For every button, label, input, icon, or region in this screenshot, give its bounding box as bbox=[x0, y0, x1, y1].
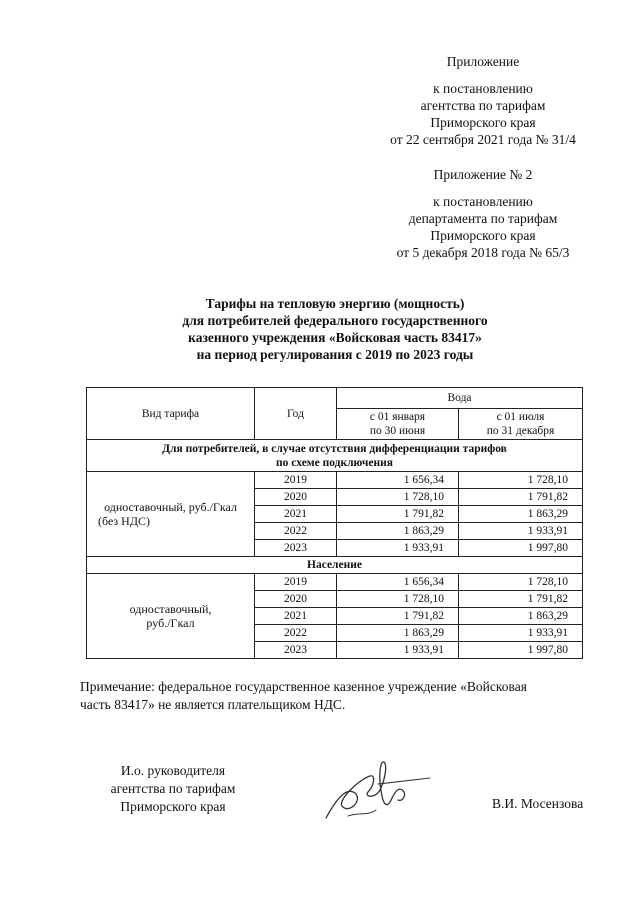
title-line: Тарифы на тепловую энергию (мощность) bbox=[205, 296, 465, 311]
header-period-2-to: по 31 декабря bbox=[486, 425, 555, 437]
section-2-type-line: руб./Гкал bbox=[146, 616, 195, 630]
title-line: для потребителей федерального государственного bbox=[182, 313, 488, 328]
signatory-name: В.И. Мосензова bbox=[492, 796, 584, 811]
header-period-2-from: с 01 июля bbox=[496, 411, 545, 423]
appendix-2-line: от 5 декабря 2018 года № 65/3 bbox=[396, 245, 570, 260]
period-2-value: 1 997,80 bbox=[459, 642, 583, 659]
document-title bbox=[100, 295, 570, 363]
year-cell: 2023 bbox=[255, 642, 337, 659]
title-line: казенного учреждения «Войсковая часть 83417» bbox=[188, 330, 482, 345]
section-1-tariff-type bbox=[87, 472, 255, 557]
appendix-1-line: от 22 сентября 2021 года № 31/4 bbox=[390, 132, 576, 147]
period-2-value: 1 997,80 bbox=[459, 540, 583, 557]
signatory-line: агентства по тарифам bbox=[110, 781, 236, 796]
header-period-1-from: с 01 января bbox=[369, 411, 426, 423]
appendix-1-line: к постановлению bbox=[433, 81, 533, 96]
year-cell: 2022 bbox=[255, 625, 337, 642]
appendix-header-2 bbox=[358, 166, 608, 261]
section-2-title: Население bbox=[87, 557, 583, 574]
year-cell: 2020 bbox=[255, 489, 337, 506]
signatory-line: Приморского края bbox=[120, 799, 226, 814]
year-cell: 2019 bbox=[255, 574, 337, 591]
appendix-2-line: Приморского края bbox=[430, 228, 536, 243]
section-2-tariff-type bbox=[87, 574, 255, 659]
appendix-2-heading: Приложение № 2 bbox=[433, 167, 533, 182]
appendix-header-1 bbox=[358, 53, 608, 148]
signatory-position bbox=[88, 762, 258, 816]
year-cell: 2022 bbox=[255, 523, 337, 540]
title-line: на период регулирования с 2019 по 2023 годы bbox=[196, 347, 474, 362]
period-2-value: 1 728,10 bbox=[459, 472, 583, 489]
appendix-2-line: департамента по тарифам bbox=[408, 211, 558, 226]
period-2-value: 1 791,82 bbox=[459, 489, 583, 506]
period-1-value: 1 656,34 bbox=[337, 574, 459, 591]
header-tariff-type: Вид тарифа bbox=[87, 388, 255, 440]
period-2-value: 1 863,29 bbox=[459, 608, 583, 625]
header-period-1 bbox=[337, 409, 459, 440]
appendix-1-heading: Приложение bbox=[446, 54, 520, 69]
appendix-1-line: агентства по тарифам bbox=[420, 98, 546, 113]
period-2-value: 1 728,10 bbox=[459, 574, 583, 591]
period-1-value: 1 863,29 bbox=[337, 523, 459, 540]
handwritten-signature bbox=[318, 756, 438, 831]
period-2-value: 1 791,82 bbox=[459, 591, 583, 608]
footnote-line: часть 83417» не является плательщиком НДС. bbox=[80, 697, 346, 712]
period-1-value: 1 656,34 bbox=[337, 472, 459, 489]
period-2-value: 1 933,91 bbox=[459, 523, 583, 540]
year-cell: 2023 bbox=[255, 540, 337, 557]
year-cell: 2021 bbox=[255, 608, 337, 625]
header-water: Вода bbox=[337, 388, 583, 409]
section-1-title-line: Для потребителей, в случае отсутствия дифференциации тарифов bbox=[162, 442, 507, 455]
section-1-type-line: одноставочный, руб./Гкал bbox=[104, 500, 237, 514]
signatory-line: И.о. руководителя bbox=[120, 763, 226, 778]
section-1-title-line: по схеме подключения bbox=[276, 456, 393, 469]
period-2-value: 1 933,91 bbox=[459, 625, 583, 642]
period-1-value: 1 728,10 bbox=[337, 591, 459, 608]
footnote bbox=[80, 678, 600, 714]
footnote-line: Примечание: федеральное государственное казенное учреждение «Войсковая bbox=[80, 679, 527, 694]
header-period-2 bbox=[459, 409, 583, 440]
period-1-value: 1 933,91 bbox=[337, 540, 459, 557]
year-cell: 2019 bbox=[255, 472, 337, 489]
period-1-value: 1 728,10 bbox=[337, 489, 459, 506]
header-year: Год bbox=[255, 388, 337, 440]
period-1-value: 1 791,82 bbox=[337, 608, 459, 625]
appendix-2-line: к постановлению bbox=[433, 194, 533, 209]
section-2-type-line: одноставочный, bbox=[129, 602, 212, 616]
section-1-title bbox=[87, 440, 583, 472]
period-2-value: 1 863,29 bbox=[459, 506, 583, 523]
section-1-type-line: (без НДС) bbox=[98, 514, 151, 528]
tariff-table bbox=[86, 387, 583, 659]
year-cell: 2021 bbox=[255, 506, 337, 523]
period-1-value: 1 933,91 bbox=[337, 642, 459, 659]
year-cell: 2020 bbox=[255, 591, 337, 608]
header-period-1-to: по 30 июня bbox=[369, 425, 426, 437]
period-1-value: 1 791,82 bbox=[337, 506, 459, 523]
appendix-1-line: Приморского края bbox=[430, 115, 536, 130]
period-1-value: 1 863,29 bbox=[337, 625, 459, 642]
